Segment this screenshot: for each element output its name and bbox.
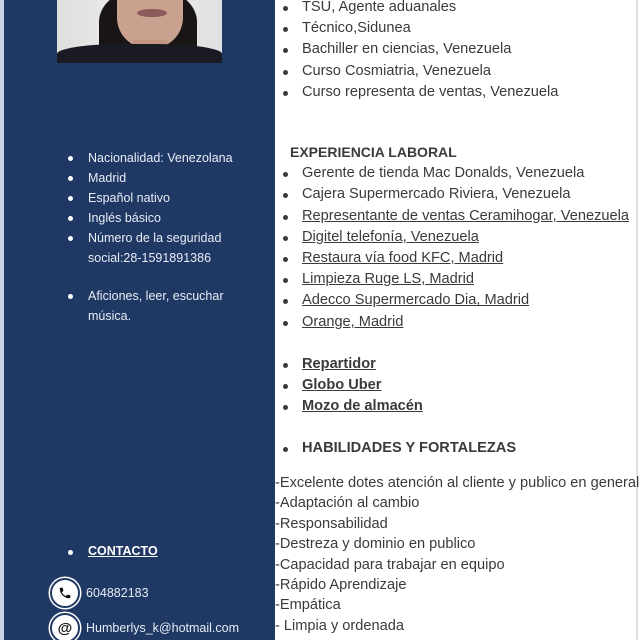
experience-item: Adecco Supermercado Dia, Madrid [280, 290, 636, 311]
phone-number[interactable]: 604882183 [86, 586, 149, 600]
education-item: Bachiller en ciencias, Venezuela [280, 39, 636, 60]
skill-item: - Limpia y ordenada [275, 617, 404, 634]
education-item: Técnico,Sidunea [280, 18, 636, 39]
experience-heading: EXPERIENCIA LABORAL [290, 144, 457, 161]
email-address[interactable]: Humberlys_k@hotmail.com [86, 621, 240, 635]
education-item: TSU, Agente aduanales [280, 0, 636, 18]
language-english: Inglés básico [68, 208, 268, 228]
contact-heading: CONTACTO [68, 544, 158, 558]
at-icon: @ [50, 613, 80, 640]
education-item: Curso representa de ventas, Venezuela [280, 82, 636, 103]
skill-item: -Excelente dotes atención al cliente y publico en general [275, 475, 640, 491]
personal-info-list [68, 148, 268, 326]
profile-photo [57, 0, 222, 63]
skills-heading-list [280, 438, 636, 459]
contact-email [50, 613, 239, 640]
skill-item: -Rápido Aprendizaje [275, 577, 407, 594]
skill-item: -Capacidad para trabajar en equipo [275, 556, 505, 573]
experience-item: Limpieza Ruge LS, Madrid [280, 269, 636, 290]
experience-item: Restaura vía food KFC, Madrid [280, 248, 636, 269]
experience-item: Digitel telefonía, Venezuela [280, 227, 636, 248]
skill-item: -Destreza y dominio en publico [275, 536, 476, 553]
experience-item: Orange, Madrid [280, 312, 636, 333]
skill-item: -Adaptación al cambio [275, 495, 420, 512]
skills-list [275, 473, 640, 636]
city: Madrid [68, 168, 268, 188]
extra-experience-item: Globo Uber [280, 375, 636, 396]
experience-list [280, 163, 636, 333]
education-list [280, 0, 636, 103]
language-spanish: Español nativo [68, 188, 268, 208]
extra-experience-item: Repartidor [280, 354, 636, 375]
extra-experience-list [280, 354, 636, 418]
hobbies: Aficiones, leer, escuchar música. [68, 286, 268, 326]
social-security-number: Número de la seguridad social:28-1591891386 [68, 228, 268, 268]
experience-item: Gerente de tienda Mac Donalds, Venezuela [280, 163, 636, 184]
phone-icon [50, 578, 80, 608]
extra-experience-item: Mozo de almacén [280, 396, 636, 417]
experience-item: Representante de ventas Ceramihogar, Venezuela [280, 206, 636, 227]
skills-heading: HABILIDADES Y FORTALEZAS [280, 438, 636, 459]
experience-item: Cajera Supermercado Riviera, Venezuela [280, 184, 636, 205]
skill-item: -Empática [275, 597, 341, 614]
education-item: Curso Cosmiatria, Venezuela [280, 61, 636, 82]
main-content [280, 0, 636, 460]
nationality: Nacionalidad: Venezolana [68, 148, 268, 168]
skill-item: -Responsabilidad [275, 515, 388, 532]
contact-phone [50, 578, 149, 608]
